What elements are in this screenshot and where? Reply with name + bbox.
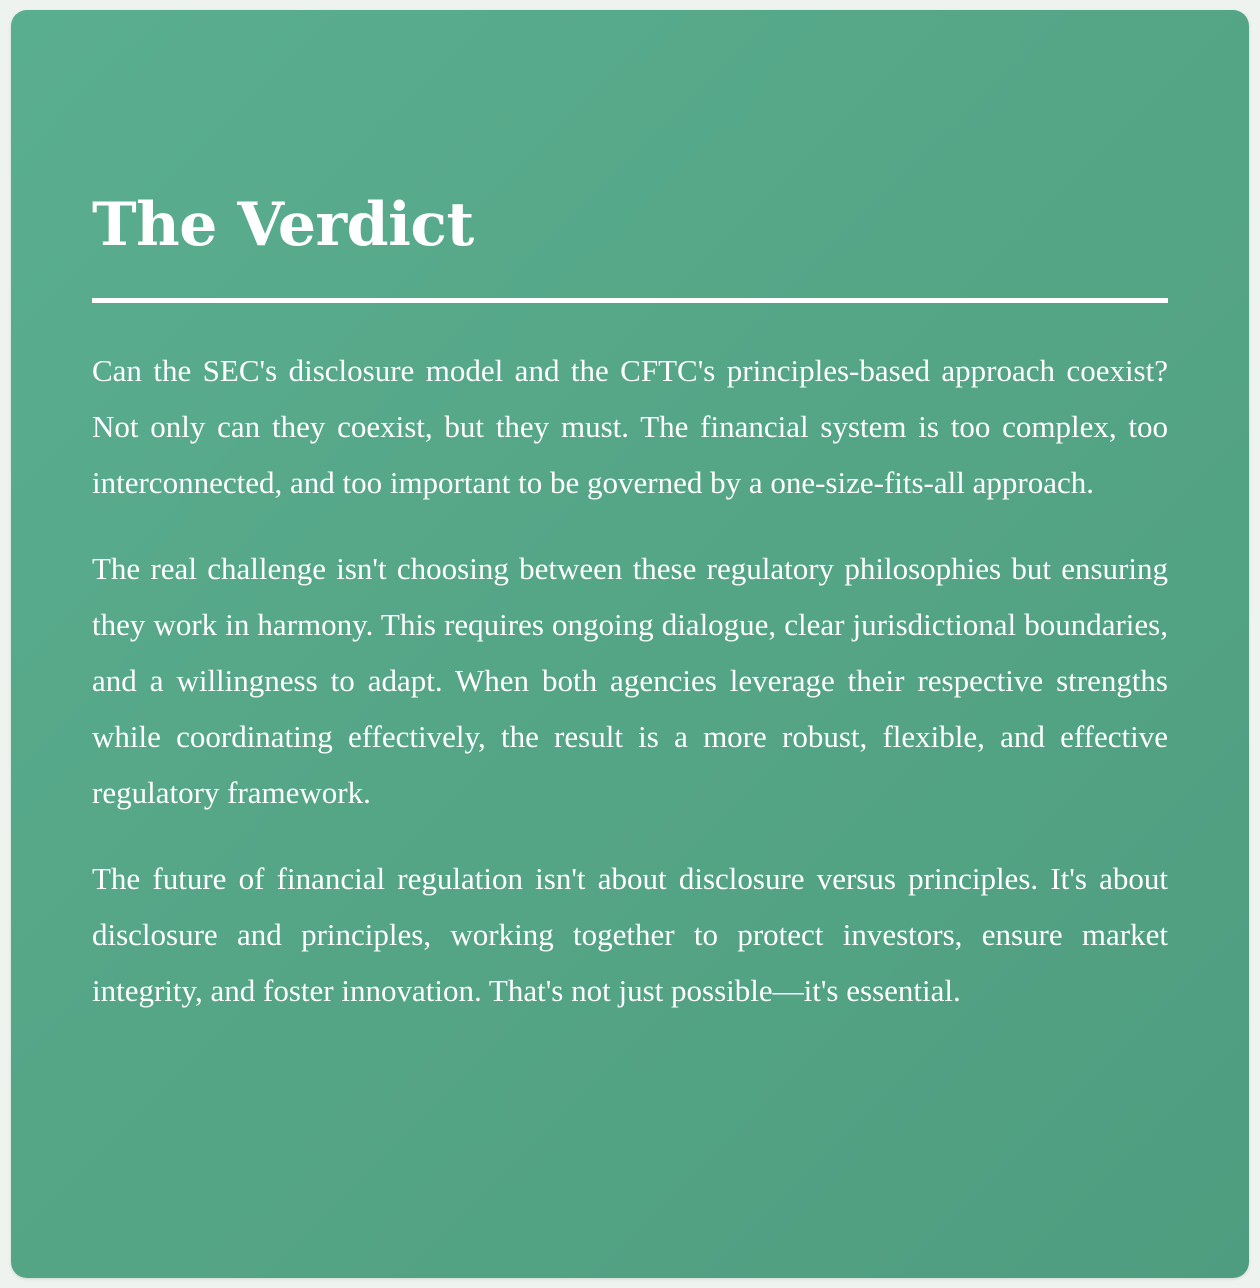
paragraph-3: The future of financial regulation isn't about disclosure versus principles. It's about disclosure and principles, working together to protect investors, ensure market integrity, and foster innovation. That's not just possible—it's essential. (92, 861, 1168, 1008)
section-title: The Verdict (92, 190, 474, 260)
title-divider (92, 298, 1168, 303)
paragraph-1: Can the SEC's disclosure model and the CFTC's principles-based approach coexist? Not only can they coexist, but they must. The financial system is too complex, too interconnected, and too important to be governed by a one-size-fits-all approach. (92, 353, 1168, 500)
paragraph-2: The real challenge isn't choosing between these regulatory philosophies but ensuring they work in harmony. This requires ongoing dialogue, clear jurisdictional boundaries, and a willingness to adapt. When both agencies leverage their respective strengths while coordinating effectively, the result is a more robust, flexible, and effective regulatory framework. (92, 551, 1168, 810)
verdict-card (11, 10, 1249, 1278)
